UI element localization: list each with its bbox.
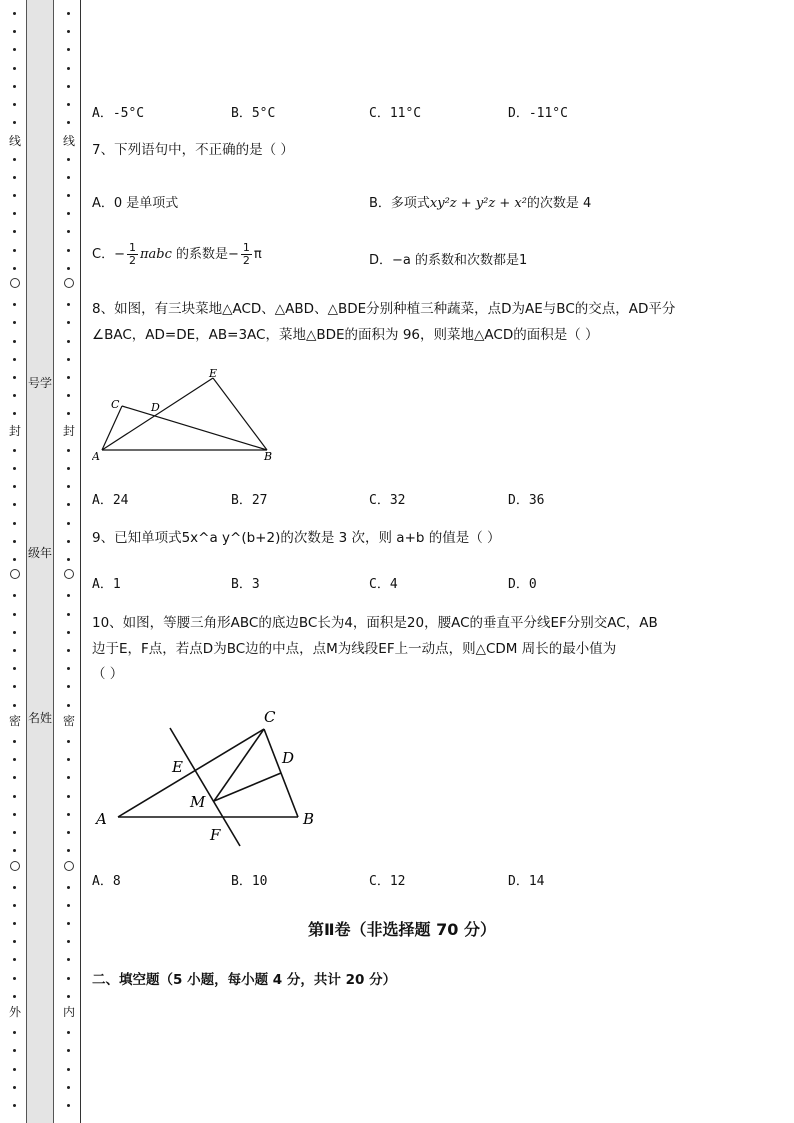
outer-dot (13, 758, 16, 761)
label-a: A (96, 810, 107, 828)
inner-circle-mark (64, 278, 74, 288)
outer-dot (13, 85, 16, 88)
inner-seal-char: 封 (62, 424, 75, 438)
inner-dot (67, 522, 70, 525)
outer-dot (13, 849, 16, 852)
q8-option-d[interactable]: D．36 (508, 493, 545, 508)
q10-options (92, 870, 752, 888)
binding-gutter (0, 0, 82, 1123)
q7-c-tail: π (253, 247, 262, 262)
inner-dot (67, 340, 70, 343)
outer-dot (13, 776, 16, 779)
inner-dot-column (62, 0, 76, 1123)
inner-dot (67, 1049, 70, 1052)
q6-option-c[interactable]: C．11°C (369, 106, 422, 121)
outer-dot (13, 795, 16, 798)
label-d: D (151, 401, 160, 414)
fraction-denominator: 2 (242, 254, 250, 267)
inner-dot (67, 904, 70, 907)
q8-stem-line1: 8、如图，有三块菜地△ACD、△ABD、△BDE分别种植三种蔬菜，点D为AE与BC的交点，AD平分 (92, 301, 676, 317)
inner-dot (67, 813, 70, 816)
q7-option-d[interactable]: D．−a 的系数和次数都是1 (369, 253, 528, 268)
outer-dot (13, 212, 16, 215)
inner-dot (67, 977, 70, 980)
q10-option-a[interactable]: A．8 (92, 874, 121, 889)
inner-dot (67, 831, 70, 834)
outer-dot (13, 321, 16, 324)
inner-dot (67, 849, 70, 852)
student-info-strip (26, 0, 54, 1123)
outer-dot (13, 103, 16, 106)
inner-dot (67, 303, 70, 306)
outer-seal-char: 密 (8, 714, 21, 728)
inner-dot (67, 85, 70, 88)
inner-dot (67, 467, 70, 470)
q10-option-d[interactable]: D．14 (508, 874, 545, 889)
q7-options-row1 (92, 192, 752, 210)
gutter-border-line (80, 0, 81, 1123)
inner-dot (67, 503, 70, 506)
outer-dot (13, 503, 16, 506)
outer-dot (13, 121, 16, 124)
outer-dot (13, 685, 16, 688)
name-label: 名姓 (27, 711, 52, 725)
q8-option-a[interactable]: A．24 (92, 493, 129, 508)
outer-dot (13, 67, 16, 70)
outer-dot (13, 449, 16, 452)
q9-option-b[interactable]: B．3 (231, 577, 260, 592)
inner-dot (67, 267, 70, 270)
outer-dot (13, 831, 16, 834)
outer-dot (13, 230, 16, 233)
outer-dot (13, 522, 16, 525)
outer-dot (13, 922, 16, 925)
segment-eb (213, 378, 267, 450)
inner-seal-char: 线 (62, 134, 75, 148)
q9-options (92, 573, 752, 591)
q6-option-d[interactable]: D．-11°C (508, 106, 568, 121)
q7-c-term: πabc (139, 247, 172, 262)
inner-dot (67, 1086, 70, 1089)
inner-dot (67, 1068, 70, 1071)
perpendicular-bisector-ef (170, 728, 240, 846)
label-b: B (264, 450, 273, 463)
outer-dot (13, 631, 16, 634)
outer-dot (13, 886, 16, 889)
inner-dot (67, 940, 70, 943)
outer-dot (13, 1049, 16, 1052)
inner-dot (67, 704, 70, 707)
inner-dot (67, 394, 70, 397)
outer-seal-char: 外 (8, 1005, 21, 1019)
q10-stem-line3: （ ） (92, 666, 124, 682)
inner-dot (67, 1031, 70, 1034)
outer-dot (13, 158, 16, 161)
inner-dot (67, 321, 70, 324)
outer-dot (13, 194, 16, 197)
inner-dot (67, 376, 70, 379)
inner-dot (67, 649, 70, 652)
inner-dot (67, 958, 70, 961)
outer-dot (13, 667, 16, 670)
outer-dot (13, 176, 16, 179)
q10-figure (94, 703, 334, 853)
q9-stem: 9、已知单项式5x^a y^(b+2)的次数是 3 次，则 a+b 的值是（ ） (92, 530, 501, 546)
q7-options-row2 (92, 240, 752, 272)
inner-seal-char: 密 (62, 714, 75, 728)
label-e: E (172, 758, 183, 776)
label-d: D (282, 749, 295, 767)
outer-dot (13, 267, 16, 270)
inner-dot (67, 249, 70, 252)
outer-circle-mark (10, 278, 20, 288)
q7-c-fraction (127, 242, 138, 267)
inner-dot (67, 613, 70, 616)
q9-option-d[interactable]: D．0 (508, 577, 537, 592)
inner-dot (67, 48, 70, 51)
outer-dot (13, 12, 16, 15)
outer-circle-mark (10, 569, 20, 579)
inner-dot (67, 685, 70, 688)
inner-dot (67, 995, 70, 998)
outer-dot (13, 340, 16, 343)
q6-options (92, 102, 752, 120)
outer-dot (13, 740, 16, 743)
outer-dot (13, 704, 16, 707)
inner-dot (67, 358, 70, 361)
outer-dot (13, 376, 16, 379)
q7-c-prefix: C．− (92, 247, 125, 262)
q8-options (92, 489, 752, 507)
outer-dot (13, 1068, 16, 1071)
label-a: A (92, 450, 100, 463)
q7-b-expression: xy²z + y²z + x² (429, 196, 527, 211)
outer-dot (13, 649, 16, 652)
outer-dot (13, 904, 16, 907)
q10-stem-line1: 10、如图，等腰三角形ABC的底边BC长为4，面积是20，腰AC的垂直平分线EF分别交AC，AB (92, 615, 658, 631)
outer-dot (13, 558, 16, 561)
outer-dot (13, 977, 16, 980)
q7-option-a[interactable]: A．0 是单项式 (92, 196, 179, 211)
q6-option-b[interactable]: B．5°C (231, 106, 276, 121)
inner-dot (67, 776, 70, 779)
outer-dot (13, 30, 16, 33)
inner-dot (67, 412, 70, 415)
outer-dot (13, 485, 16, 488)
outer-dot (13, 958, 16, 961)
inner-dot (67, 922, 70, 925)
fraction-denominator: 2 (128, 254, 136, 267)
label-b: B (303, 810, 315, 828)
q7-c-fraction-2 (241, 242, 252, 267)
q7-b-suffix: 的次数是 4 (526, 196, 592, 211)
inner-seal-char: 内 (62, 1005, 75, 1019)
inner-dot (67, 540, 70, 543)
label-e: E (209, 367, 218, 380)
outer-dot (13, 249, 16, 252)
q9-option-a[interactable]: A．1 (92, 577, 121, 592)
inner-dot (67, 67, 70, 70)
inner-dot (67, 558, 70, 561)
q8-option-c[interactable]: C．32 (369, 493, 406, 508)
outer-dot-column (8, 0, 22, 1123)
q7-c-text: 的系数是− (171, 247, 239, 262)
outer-dot (13, 1104, 16, 1107)
fraction-numerator: 1 (128, 241, 136, 254)
outer-dot (13, 303, 16, 306)
segment-cb (122, 406, 267, 450)
q6-option-a[interactable]: A．-5°C (92, 106, 145, 121)
inner-dot (67, 103, 70, 106)
outer-circle-mark (10, 861, 20, 871)
outer-dot (13, 467, 16, 470)
label-c: C (111, 398, 120, 411)
outer-seal-char: 线 (8, 134, 21, 148)
label-c: C (264, 708, 276, 726)
q7-b-prefix: B．多项式 (369, 196, 430, 211)
outer-dot (13, 48, 16, 51)
q7-option-c[interactable] (92, 242, 262, 267)
inner-dot (67, 158, 70, 161)
outer-dot (13, 412, 16, 415)
outer-dot (13, 1086, 16, 1089)
inner-dot (67, 758, 70, 761)
inner-dot (67, 886, 70, 889)
label-m: M (190, 793, 206, 811)
inner-dot (67, 12, 70, 15)
outer-seal-char: 封 (8, 424, 21, 438)
outer-dot (13, 594, 16, 597)
outer-dot (13, 358, 16, 361)
class-label: 级年 (27, 546, 52, 560)
inner-dot (67, 594, 70, 597)
q7-stem: 7、下列语句中，不正确的是（ ） (92, 142, 294, 158)
inner-dot (67, 795, 70, 798)
q10-option-b[interactable]: B．10 (231, 874, 268, 889)
fraction-numerator: 1 (242, 241, 250, 254)
outer-dot (13, 995, 16, 998)
q8-option-b[interactable]: B．27 (231, 493, 268, 508)
inner-dot (67, 194, 70, 197)
student-number-label: 号学 (27, 376, 52, 390)
inner-dot (67, 667, 70, 670)
part2-title: 第Ⅱ卷（非选择题 70 分） (308, 920, 496, 939)
q10-option-c[interactable]: C．12 (369, 874, 406, 889)
inner-dot (67, 1104, 70, 1107)
outer-dot (13, 394, 16, 397)
outer-dot (13, 613, 16, 616)
inner-dot (67, 212, 70, 215)
outer-dot (13, 940, 16, 943)
inner-dot (67, 631, 70, 634)
outer-dot (13, 1031, 16, 1034)
inner-circle-mark (64, 569, 74, 579)
outer-dot (13, 813, 16, 816)
inner-dot (67, 121, 70, 124)
q7-option-b[interactable] (369, 192, 591, 211)
q8-figure (92, 366, 292, 466)
inner-dot (67, 30, 70, 33)
section2-heading: 二、填空题（5 小题，每小题 4 分，共计 20 分） (92, 972, 397, 988)
inner-dot (67, 740, 70, 743)
inner-dot (67, 176, 70, 179)
q8-stem-line2: ∠BAC，AD=DE，AB=3AC，菜地△BDE的面积为 96，则菜地△ACD的面积是（ ） (92, 327, 599, 343)
label-f: F (210, 826, 221, 844)
q10-stem-line2: 边于E，F点，若点D为BC边的中点，点M为线段EF上一动点，则△CDM 周长的最小值为 (92, 641, 617, 657)
q9-option-c[interactable]: C．4 (369, 577, 398, 592)
inner-dot (67, 485, 70, 488)
inner-circle-mark (64, 861, 74, 871)
inner-dot (67, 230, 70, 233)
outer-dot (13, 540, 16, 543)
inner-dot (67, 449, 70, 452)
